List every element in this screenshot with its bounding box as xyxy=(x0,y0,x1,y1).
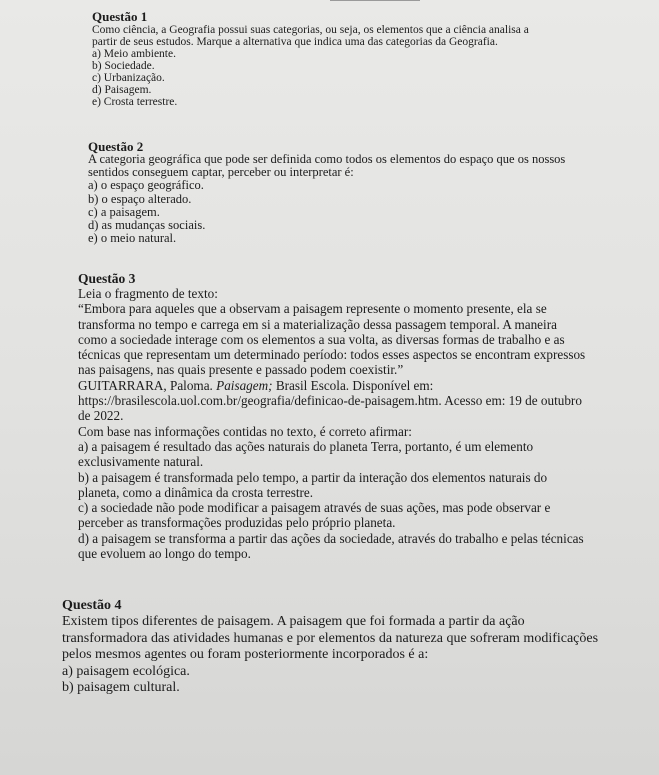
question-3-option-d-cont[interactable]: que evoluem ao longo do tempo. xyxy=(78,546,251,562)
question-2-title: Questão 2 xyxy=(88,139,144,154)
citation-title: Paisagem; xyxy=(216,377,273,393)
question-3-option-a-cont[interactable]: exclusivamente natural. xyxy=(78,454,204,470)
question-1-option-e[interactable]: e) Crosta terrestre. xyxy=(92,96,178,108)
question-3-option-b[interactable]: b) a paisagem é transformada pelo tempo, a partir da interação dos elementos naturais do xyxy=(78,469,548,485)
question-3-option-c[interactable]: c) a sociedade não pode modificar a paisagem através de suas ações, mas pode observar e xyxy=(78,500,551,516)
question-3-option-b-cont[interactable]: planeta, como a dinâmica da crosta terrestre. xyxy=(78,484,314,500)
question-2-option-c[interactable]: c) a paisagem. xyxy=(88,204,160,219)
question-4-stem-line: transformadora das atividades humanas e por elementos da natureza que sofreram modificações xyxy=(62,630,599,646)
question-1-option-c[interactable]: c) Urbanização. xyxy=(92,72,165,84)
question-2-option-b[interactable]: b) o espaço alterado. xyxy=(88,191,192,206)
question-1-option-a[interactable]: a) Meio ambiente. xyxy=(92,48,176,60)
question-1 xyxy=(92,10,529,108)
question-4-option-a[interactable]: a) paisagem ecológica. xyxy=(62,663,190,679)
question-1-stem-line: partir de seus estudos. Marque a alternativa que indica uma das categorias da Geografia. xyxy=(92,36,498,48)
question-3-quote-line: transforma no tempo e carrega em si a materialização dessa passagem temporal. A maneira xyxy=(78,316,557,332)
question-1-title: Questão 1 xyxy=(92,9,148,24)
question-4-stem-line: pelos mesmos agentes ou foram posteriormente incorporados é a: xyxy=(62,647,429,662)
question-3-citation-url: https://brasilescola.uol.com.br/geografia/definicao-de-paisagem.htm. Acesso em: 19 de outubro xyxy=(78,393,582,409)
question-3-option-a[interactable]: a) a paisagem é resultado das ações naturais do planeta Terra, portanto, é um elemento xyxy=(78,438,534,454)
question-3-option-d[interactable]: d) a paisagem se transforma a partir das ações da sociedade, através do trabalho e pelas técnicas xyxy=(78,530,584,546)
question-3-quote-line: como a sociedade interage com os elementos a sua volta, as diversas formas de trabalho e as xyxy=(78,331,565,347)
question-3-title: Questão 3 xyxy=(78,271,136,286)
question-2-option-d[interactable]: d) as mudanças sociais. xyxy=(88,218,206,233)
citation-rest: Brasil Escola. Disponível em: xyxy=(272,377,434,393)
question-3-quote-line: técnicas que representam um determinado período: todos esses aspectos se encontram expressos xyxy=(78,347,586,363)
question-3-citation-year: de 2022. xyxy=(78,408,124,424)
question-1-option-b[interactable]: b) Sociedade. xyxy=(92,60,155,72)
question-3-option-c-cont[interactable]: perceber as transformações produzidas pelo próprio planeta. xyxy=(78,515,396,531)
top-rule xyxy=(330,0,420,1)
question-4 xyxy=(62,598,598,697)
question-4-stem-line: Existem tipos diferentes de paisagem. A paisagem que foi formada a partir da ação xyxy=(62,614,525,629)
question-1-stem-line: Como ciência, a Geografia possui suas categorias, ou seja, os elementos que a ciência analisa a xyxy=(92,24,529,36)
question-2-stem-line: sentidos conseguem captar, perceber ou interpretar é: xyxy=(88,165,354,180)
question-3-quote-line: nas paisagens, nas quais presente e passado podem coexistir.” xyxy=(78,362,404,378)
question-4-option-b[interactable]: b) paisagem cultural. xyxy=(62,680,180,695)
question-3-quote-line: “Embora para aqueles que a observam a paisagem represente o momento presente, ela se xyxy=(78,301,547,317)
question-2-stem-line: A categoria geográfica que pode ser definida como todos os elementos do espaço que os nossos xyxy=(88,152,566,166)
question-3-citation xyxy=(78,378,585,393)
citation-author: GUITARRARA, Paloma. xyxy=(78,377,217,393)
question-2 xyxy=(88,140,565,245)
question-3 xyxy=(78,272,585,561)
question-3-prompt: Com base nas informações contidas no texto, é correto afirmar: xyxy=(78,423,412,439)
question-1-option-d[interactable]: d) Paisagem. xyxy=(92,84,152,96)
question-4-title: Questão 4 xyxy=(62,598,122,613)
question-2-option-e[interactable]: e) o meio natural. xyxy=(88,231,177,246)
question-3-intro: Leia o fragmento de texto: xyxy=(78,286,218,301)
question-2-option-a[interactable]: a) o espaço geográfico. xyxy=(88,178,204,193)
